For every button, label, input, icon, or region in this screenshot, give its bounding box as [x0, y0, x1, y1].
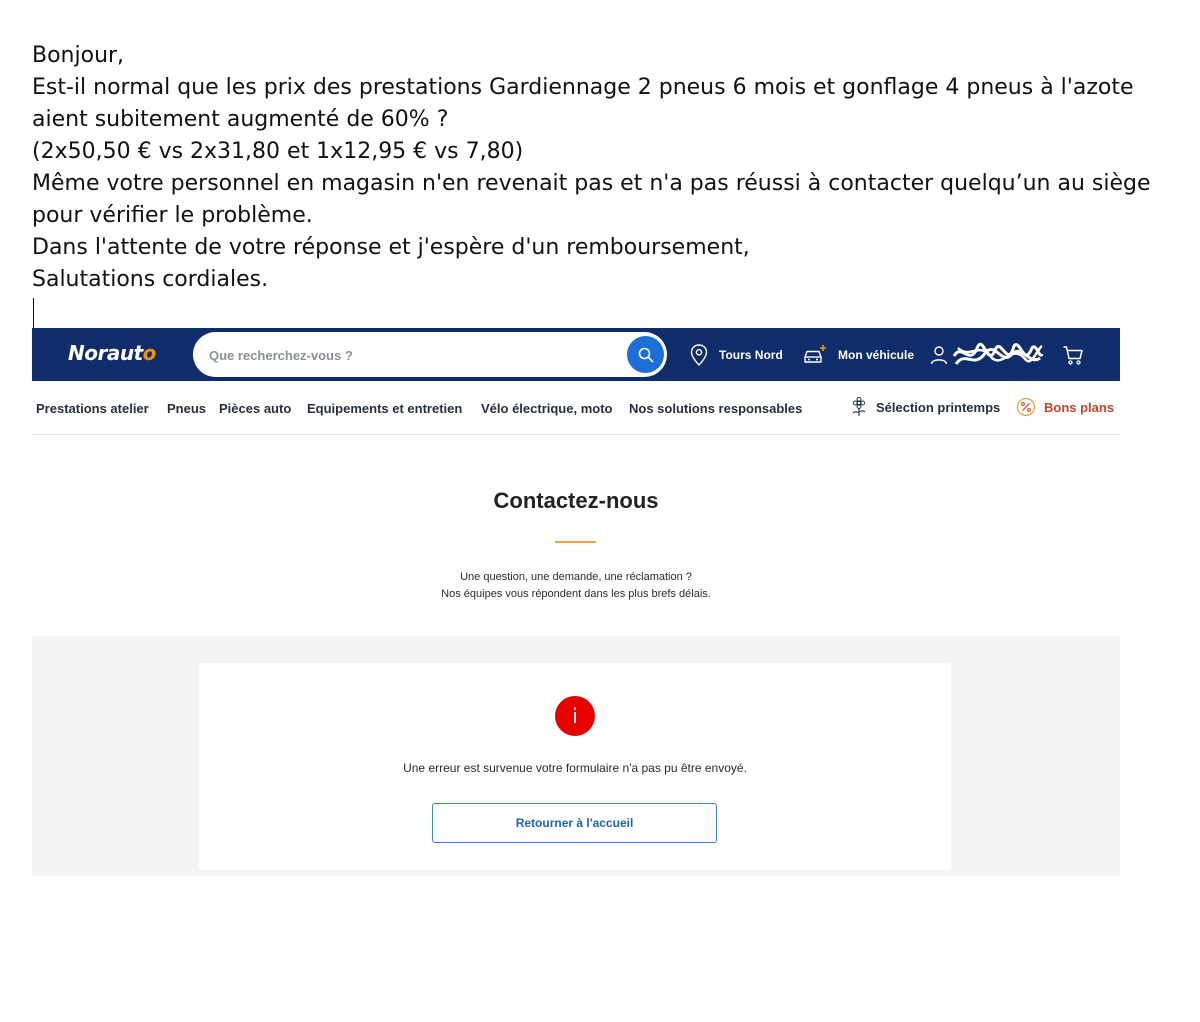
nav-item-bons-plans[interactable] — [1016, 397, 1114, 417]
closing-line: Salutations cordiales. — [32, 267, 269, 292]
greeting-line: Bonjour, — [32, 43, 125, 68]
form-area — [32, 636, 1120, 876]
page-title: Contactez-nous — [493, 488, 659, 513]
refund-line: Dans l'attente de votre réponse et j'espère d'un remboursement, — [32, 235, 750, 260]
question-line: Est-il normal que les prix des prestations Gardiennage 2 pneus 6 mois et gonflage 4 pneus à l'azote aient subitement augmenté de 60% ? — [32, 75, 1134, 132]
search-icon — [638, 347, 654, 363]
nav-item-pieces-auto[interactable]: Pièces auto — [219, 401, 292, 416]
vehicle-label: Mon véhicule — [838, 347, 915, 362]
message-text — [32, 40, 1182, 296]
site-header — [32, 328, 1120, 381]
nav-item-prestations-atelier[interactable]: Prestations atelier — [36, 401, 149, 416]
nav-item-pneus[interactable]: Pneus — [167, 401, 207, 416]
error-info-icon: i — [555, 696, 595, 736]
return-home-button[interactable]: Retourner à l'accueil — [432, 803, 717, 843]
vehicle-selector[interactable] — [802, 328, 914, 381]
car-plus-icon — [802, 343, 828, 367]
store-selector[interactable] — [689, 328, 783, 381]
error-message: Une erreur est survenue votre formulaire n'a pas pu être envoyé. — [403, 761, 747, 775]
user-icon — [930, 345, 948, 365]
main-nav — [32, 381, 1120, 435]
nav-item-selection-printemps[interactable] — [850, 397, 1000, 417]
nav-item-solutions-responsables[interactable]: Nos solutions responsables — [629, 401, 803, 416]
search-input[interactable] — [209, 344, 609, 366]
account-menu[interactable] — [930, 328, 1054, 381]
selection-printemps-label: Sélection printemps — [876, 399, 1001, 415]
subtitle-question: Une question, une demande, une réclamation ? — [460, 571, 692, 583]
cart-button[interactable] — [1062, 328, 1094, 381]
search-button[interactable] — [627, 336, 664, 373]
redacted-name-scribble — [952, 338, 1044, 372]
nav-item-equipements[interactable]: Equipements et entretien — [307, 401, 463, 416]
nav-item-velo-moto[interactable]: Vélo électrique, moto — [481, 401, 613, 416]
prices-line: (2x50,50 € vs 2x31,80 et 1x12,95 € vs 7,80) — [32, 139, 524, 164]
cart-icon — [1062, 344, 1084, 366]
staff-line: Même votre personnel en magasin n'en revenait pas et n'a pas réussi à contacter quelqu’un au siège pour vérifier le problème. — [32, 171, 1151, 228]
text-cursor — [33, 298, 34, 328]
logo-text: Norauto — [68, 341, 156, 365]
percent-badge-icon — [1016, 397, 1036, 417]
store-label: Tours Nord — [719, 347, 783, 362]
search-bar — [193, 332, 667, 377]
error-card — [199, 663, 951, 870]
location-pin-icon — [689, 343, 709, 367]
subtitle-response: Nos équipes vous répondent dans les plus brefs délais. — [441, 588, 711, 600]
website-screenshot — [32, 328, 1120, 876]
bons-plans-label: Bons plans — [1044, 399, 1115, 415]
title-underline — [555, 541, 596, 543]
norauto-logo[interactable] — [68, 341, 156, 365]
flower-icon — [850, 397, 868, 417]
